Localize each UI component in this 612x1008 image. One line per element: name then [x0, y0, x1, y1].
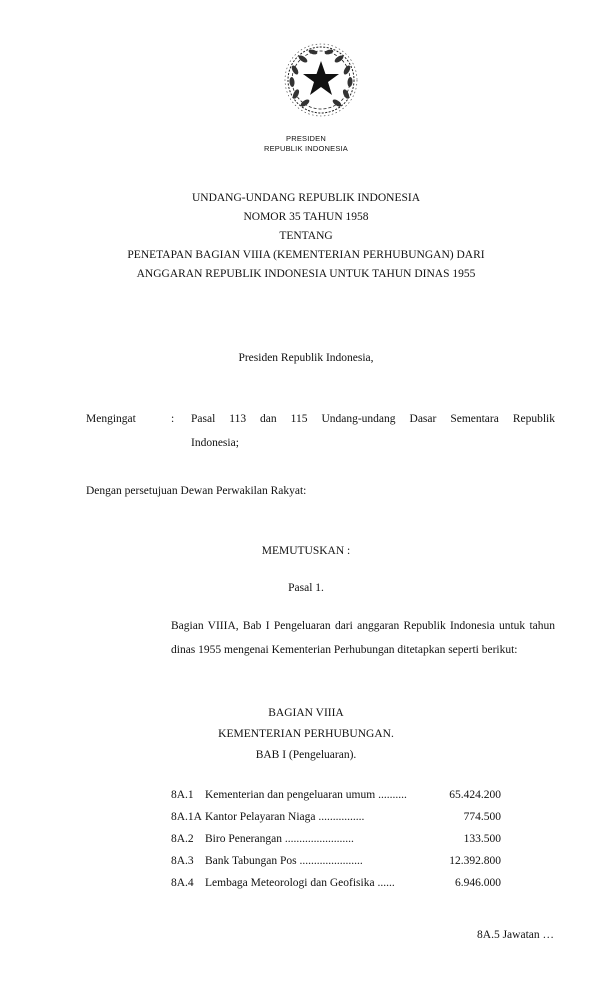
mengingat-label: Mengingat: [86, 413, 136, 425]
budget-name: Lembaga Meteorologi dan Geofisika ......: [205, 877, 395, 889]
budget-name: Kementerian dan pengeluaran umum ..........: [205, 789, 407, 801]
title-line-4: PENETAPAN BAGIAN VIIIA (KEMENTERIAN PERHUBUNGAN) DARI: [127, 249, 485, 261]
budget-row: [171, 811, 501, 833]
mengingat-text-line2: Indonesia;: [191, 437, 239, 449]
budget-code: 8A.2: [171, 833, 194, 845]
memutuskan-heading: MEMUTUSKAN :: [261, 545, 351, 557]
budget-code: 8A.3: [171, 855, 194, 867]
budget-amount: 12.392.800: [449, 855, 501, 867]
garuda-star-wreath-emblem-icon: [281, 40, 361, 120]
budget-row: [171, 855, 501, 877]
section-line-3: BAB I (Pengeluaran).: [255, 749, 357, 761]
title-line-2: NOMOR 35 TAHUN 1958: [243, 211, 369, 223]
title-line-1: UNDANG-UNDANG REPUBLIK INDONESIA: [191, 192, 421, 204]
budget-name: Kantor Pelayaran Niaga ................: [205, 811, 365, 823]
title-line-5: ANGGARAN REPUBLIK INDONESIA UNTUK TAHUN DINAS 1955: [136, 268, 476, 280]
title-line-3: TENTANG: [279, 230, 333, 242]
budget-row: [171, 833, 501, 855]
budget-code: 8A.1A: [171, 811, 202, 823]
persetujuan-line: Dengan persetujuan Dewan Perwakilan Rakyat:: [86, 485, 307, 497]
budget-amount: 774.500: [463, 811, 501, 823]
budget-name: Bank Tabungan Pos ......................: [205, 855, 363, 867]
continuation-marker: 8A.5 Jawatan …: [477, 929, 554, 941]
opening-line: Presiden Republik Indonesia,: [238, 352, 374, 364]
emblem-caption-line1: PRESIDEN: [286, 134, 326, 143]
budget-amount: 6.946.000: [455, 877, 501, 889]
budget-code: 8A.4: [171, 877, 194, 889]
budget-amount: 65.424.200: [449, 789, 501, 801]
budget-row: [171, 877, 501, 899]
pasal-heading: Pasal 1.: [288, 582, 324, 594]
mengingat-colon: :: [171, 413, 175, 425]
section-line-2: KEMENTERIAN PERHUBUNGAN.: [218, 728, 394, 740]
section-line-1: BAGIAN VIIIA: [268, 707, 344, 719]
budget-amount: 133.500: [463, 833, 501, 845]
mengingat-text-line1: Pasal 113 dan 115 Undang-undang Dasar Sementara Republik: [191, 413, 555, 425]
budget-name: Biro Penerangan ........................: [205, 833, 354, 845]
pasal-paragraph: Bagian VIIIA, Bab I Pengeluaran dari anggaran Republik Indonesia untuk tahun dinas 1955 mengenai Kementerian Perhubungan ditetapkan seperti berikut:: [171, 620, 555, 656]
budget-code: 8A.1: [171, 789, 194, 801]
emblem-caption-line2: REPUBLIK INDONESIA: [263, 144, 349, 153]
budget-row: [171, 789, 501, 811]
